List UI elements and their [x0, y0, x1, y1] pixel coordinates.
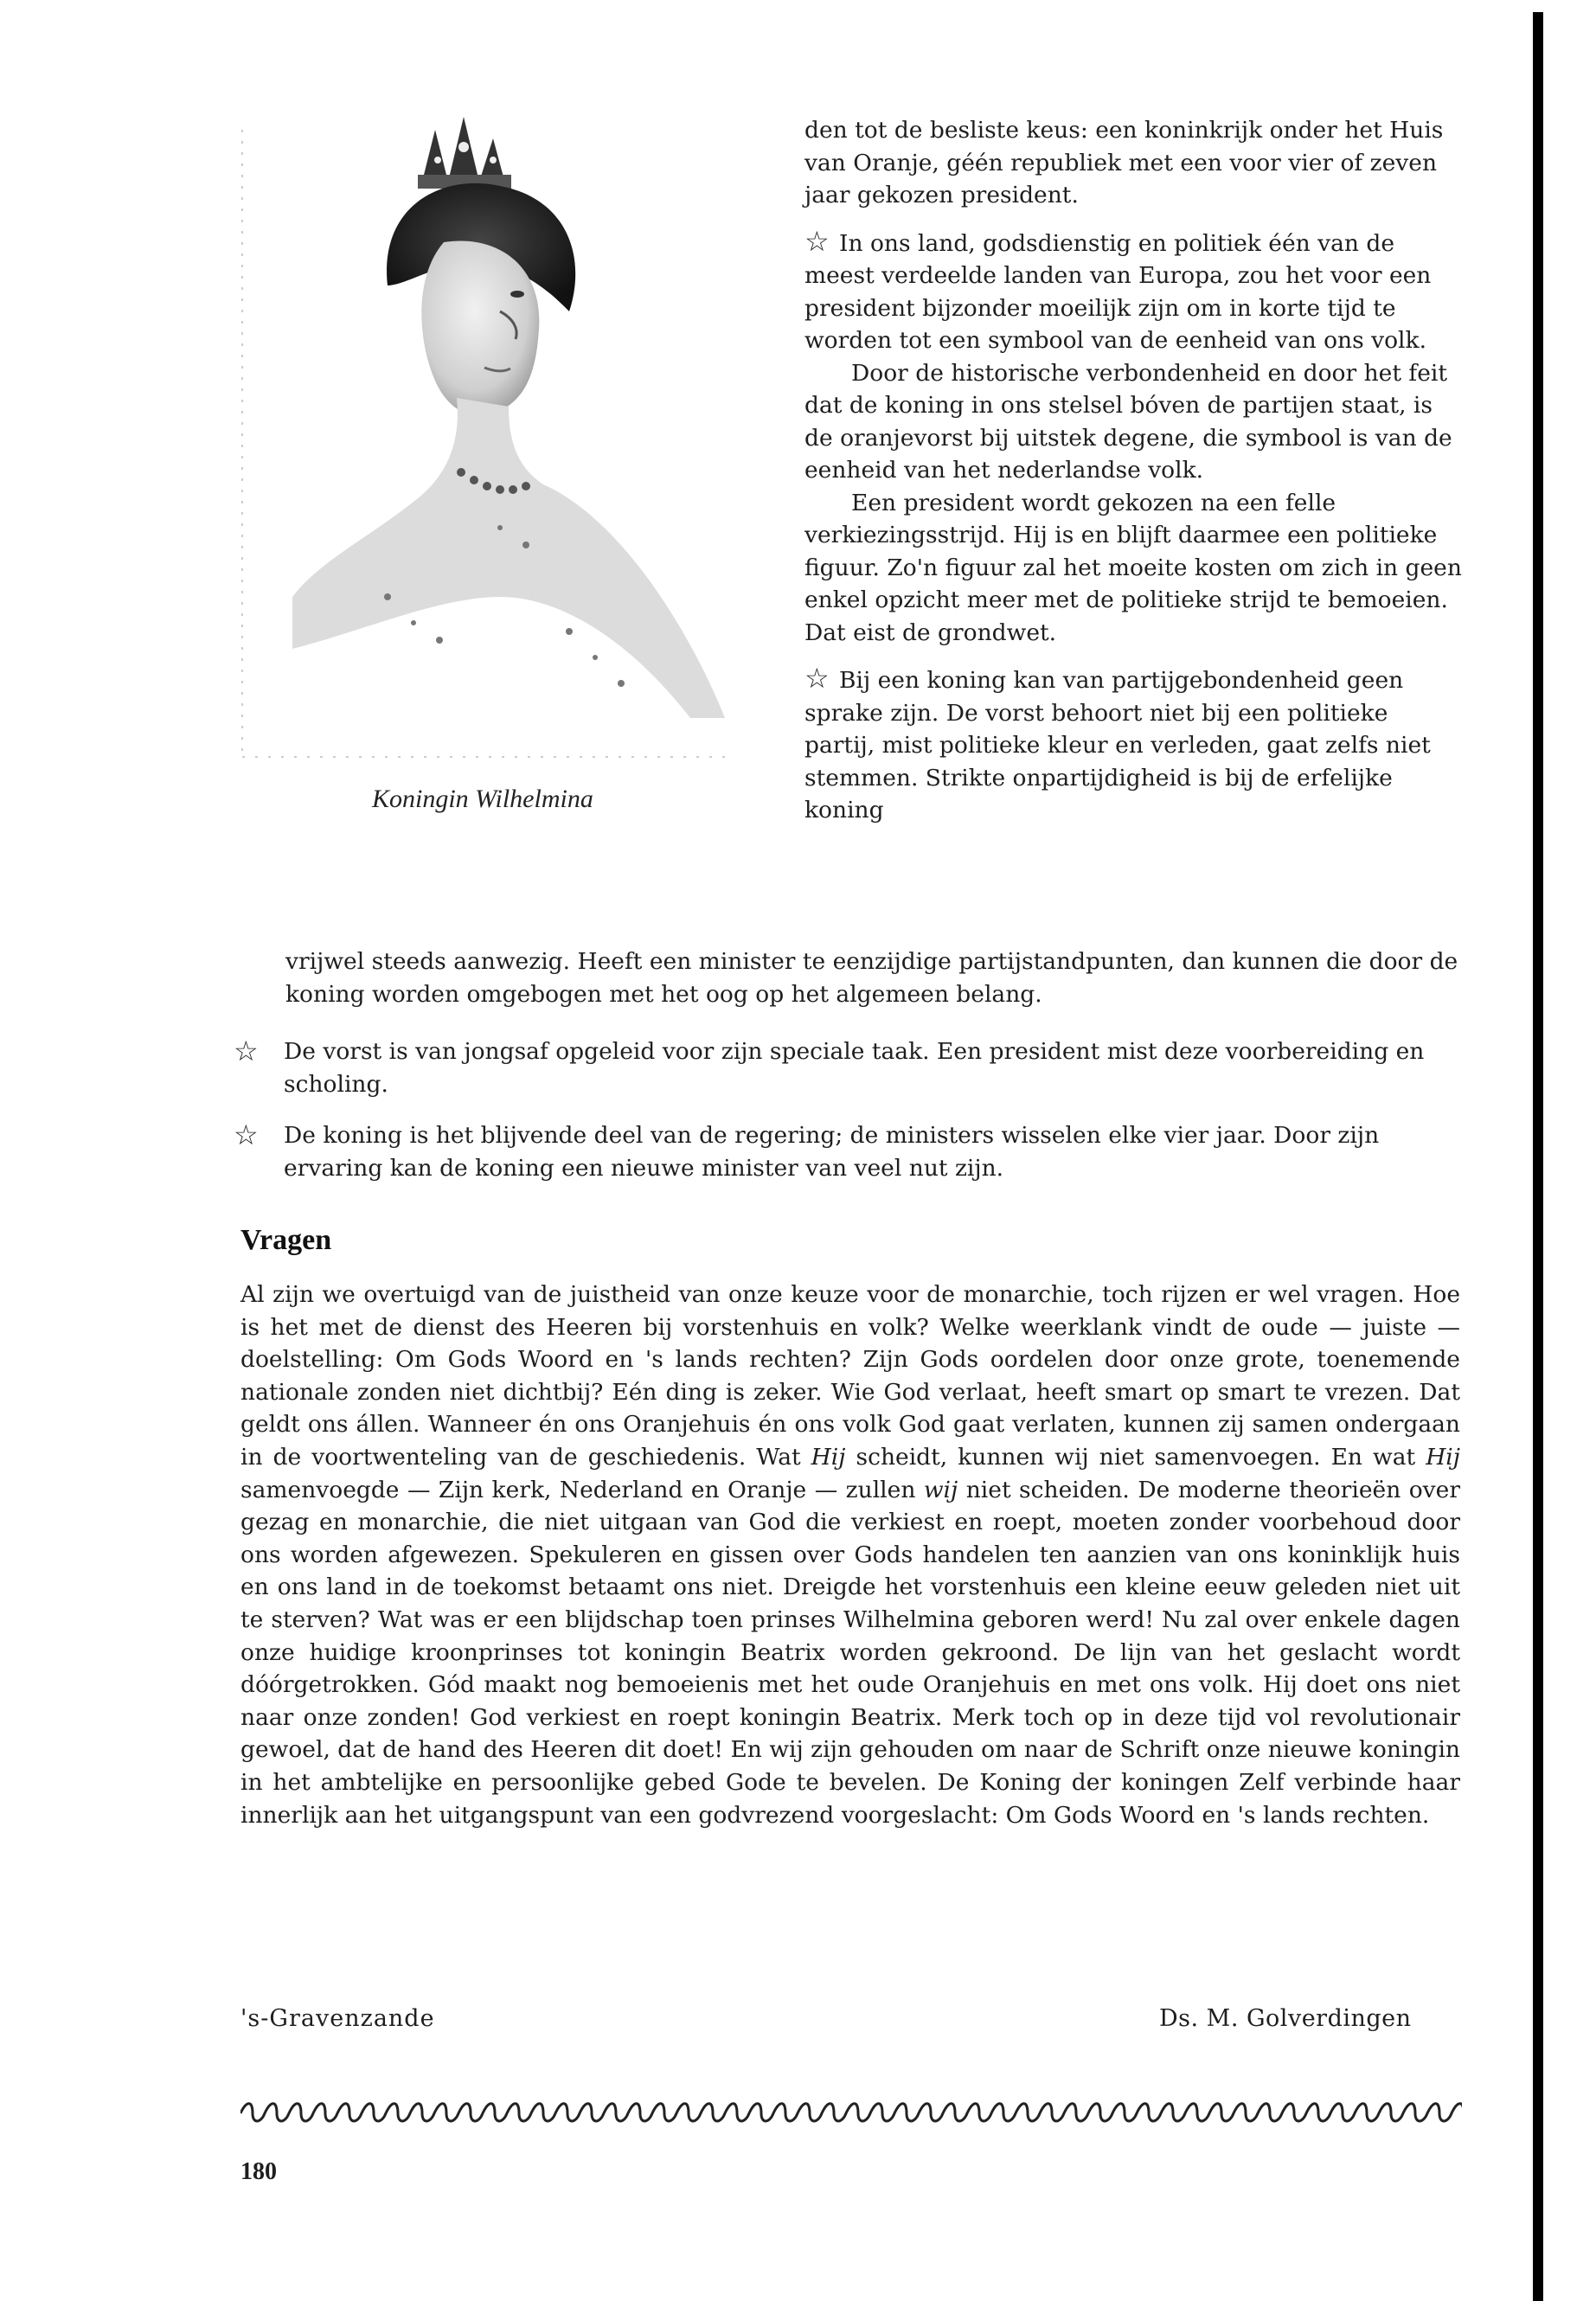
page-number: 180: [240, 2158, 277, 2185]
argument-2-cont-text: vrijwel steeds aanwezig. Heeft een minister te eenzijdige partijstandpunten, dan kunnen die door de koning worden omgebogen met het oog op het algemeen belang.: [285, 948, 1458, 1008]
section-heading: Vragen: [240, 1224, 332, 1256]
argument-2-continuation: [285, 945, 1462, 1010]
questions-paragraph: Al zijn we overtuigd van de juistheid van onze keuze voor de monarchie, toch rijzen er wel vragen. Hoe is het met de dienst des Heeren bij vorstenhuis en volk? Welke weerklank vindt de oude — juiste — doelstelling: Om Gods Woord en 's lands rechten? Zijn Gods oordelen door onze grote, toenemende nationale zonden niet dichtbij? Eén ding is zeker. Wie God verlaat, heeft smart op smart te vrezen. Dat geldt ons állen. Wanneer én ons Oranjehuis én ons volk God gaat verlaten, kunnen zij samen ondergaan in de voortwenteling van de geschiedenis. Wat Hij scheidt, kunnen wij niet samenvoegen. En wat Hij samenvoegde — Zijn kerk, Nederland en Oranje — zullen wij niet scheiden. De moderne theorieën over gezag en monarchie, die niet uitgaan van God die verkiest en roept, moeten zonder voorbehoud door ons worden afgewezen. Spekuleren en gissen over Gods handelen ten aanzien van ons koninklijk huis en ons land in de toekomst betaamt ons niet. Dreigde het vorstenhuis een kleine eeuw geleden niet uit te sterven? Wat was er een blijdschap toen prinses Wilhelmina geboren werd! Nu zal over enkele dagen onze huidige kroonprinses tot koningin Beatrix worden gekroond. De lijn van het geslacht wordt dóórgetrokken. Gód maakt nog bemoeienis met het oude Oranjehuis en met ons volk. Hij doet ons niet naar onze zonden! God verkiest en roept koningin Beatrix. Merk toch op in deze tijd vol revolutionair gewoel, dat de hand des Heeren dit doet! En wij zijn gehouden om naar de Schrift onze nieuwe koningin in het ambtelijke en persoonlijke gebed Gode te bevelen. De Koning der koningen Zelf verbinde haar innerlijk aan het uitgangspunt van een godvrezend voorgeslacht: Om Gods Woord en 's lands rechten.: [240, 1281, 1460, 1829]
argument-2: [758, 664, 1462, 827]
author-name: Ds. M. Golverdingen: [1159, 2005, 1412, 2032]
scan-edge-bar: [1533, 12, 1543, 2301]
argument-2-text: Bij een koning kan van partijgebondenheid geen sprake zijn. De vorst behoort niet bij een politieke partij, mist politieke kleur en verleden, gaat zelfs niet stemmen. Strikte onpartijdigheid is bij de erfelijke koning: [804, 667, 1431, 824]
portrait-illustration: [240, 112, 751, 761]
portrait-caption: Koningin Wilhelmina: [372, 785, 593, 813]
argument-1b-text: Door de historische verbondenheid en door het feit dat de koning in ons stelsel bóven de partijen staat, is de oranjevorst bij uitstek degene, die symbool is van de eenheid van het nederlandse volk.: [804, 359, 1452, 484]
argument-4-text: De koning is het blijvende deel van de regering; de ministers wisselen elke vier jaar. Door zijn ervaring kan de koning een nieuwe minister van veel nut zijn.: [284, 1122, 1380, 1182]
intro-paragraph: den tot de besliste keus: een koninkrijk onder het Huis van Oranje, géén republiek met een voor vier of zeven jaar gekozen president.: [804, 117, 1444, 208]
place-name: 's-Gravenzande: [240, 2005, 435, 2032]
star-bullet-icon: ☆: [234, 1118, 259, 1151]
wave-ornament-icon: [240, 2100, 1462, 2126]
argument-1c-text: Een president wordt gekozen na een felle verkiezingsstrijd. Hij is en blijft daarmee een politieke figuur. Zo'n figuur zal het moeite kosten om zich in geen enkel opzicht meer met de politieke strijd te bemoeien. Dat eist de grondwet.: [804, 489, 1462, 646]
argument-3: [234, 1035, 1471, 1100]
star-bullet-icon: ☆: [804, 224, 830, 258]
questions-body: [240, 1279, 1460, 1831]
star-bullet-icon: ☆: [804, 662, 830, 695]
argument-1: [758, 224, 1462, 357]
argument-1-text: In ons land, godsdienstig en politiek één van de meest verdeelde landen van Europa, zou het voor een president bijzonder moeilijk zijn om in korte tijd te worden tot een symbool van de eenheid van ons volk.: [804, 229, 1432, 354]
right-column: [804, 114, 1462, 827]
argument-3-text: De vorst is van jongsaf opgeleid voor zijn speciale taak. Een president mist deze voorbereiding en scholing.: [284, 1038, 1425, 1098]
argument-1c: [758, 487, 1462, 650]
argument-4: [234, 1119, 1471, 1184]
star-bullet-icon: ☆: [234, 1035, 259, 1067]
argument-1b: [758, 357, 1462, 487]
tiara-icon: [418, 117, 511, 189]
